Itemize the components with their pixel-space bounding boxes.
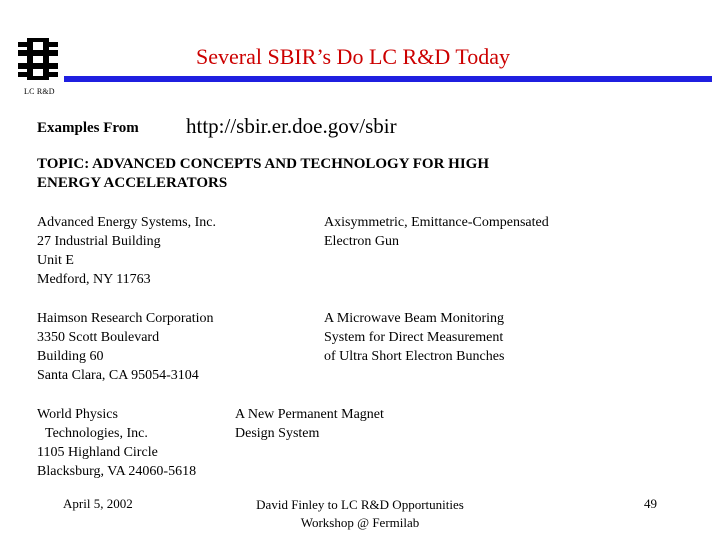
- address-line: Advanced Energy Systems, Inc.: [37, 215, 216, 230]
- address-line: Technologies, Inc.: [45, 426, 148, 441]
- title-divider: [64, 76, 712, 82]
- project-line: A Microwave Beam Monitoring: [324, 311, 505, 326]
- address-line: Unit E: [37, 253, 74, 268]
- organization-address: [37, 405, 196, 481]
- page-number: 49: [644, 496, 657, 511]
- address-line: Santa Clara, CA 95054-3104: [37, 368, 199, 383]
- examples-url: http://sbir.er.doe.gov/sbir: [186, 114, 397, 138]
- footer-line: David Finley to LC R&D Opportunities: [256, 497, 464, 512]
- address-line: World Physics: [37, 407, 118, 422]
- topic-heading: [37, 155, 597, 193]
- address-line: Medford, NY 11763: [37, 272, 151, 287]
- project-line: of Ultra Short Electron Bunches: [324, 349, 505, 364]
- address-line: Building 60: [37, 349, 104, 364]
- project-title: [235, 405, 384, 443]
- address-line: 27 Industrial Building: [37, 234, 161, 249]
- footer-line: Workshop @ Fermilab: [300, 515, 420, 530]
- footer-presenter: [230, 496, 490, 532]
- address-line: 1105 Highland Circle: [37, 445, 158, 460]
- project-line: System for Direct Measurement: [324, 330, 504, 345]
- organization-address: [37, 213, 216, 289]
- fermilab-logo-icon: [16, 36, 60, 82]
- project-line: Axisymmetric, Emittance-Compensated: [324, 215, 549, 230]
- project-title: [324, 213, 549, 251]
- address-line: Blacksburg, VA 24060-5618: [37, 464, 197, 479]
- project-line: Design System: [235, 426, 320, 441]
- address-line: 3350 Scott Boulevard: [37, 330, 160, 345]
- logo-caption: LC R&D: [24, 87, 55, 96]
- examples-label: Examples From: [37, 120, 139, 136]
- footer-date: April 5, 2002: [63, 496, 133, 511]
- project-line: Electron Gun: [324, 234, 400, 249]
- project-title: [324, 309, 504, 366]
- project-line: A New Permanent Magnet: [235, 407, 384, 422]
- address-line: Haimson Research Corporation: [37, 311, 214, 326]
- topic-line: ENERGY ACCELERATORS: [37, 175, 228, 191]
- topic-line: TOPIC: ADVANCED CONCEPTS AND TECHNOLOGY FOR HIGH: [37, 156, 490, 172]
- slide-title: Several SBIR’s Do LC R&D Today: [196, 44, 510, 69]
- organization-address: [37, 309, 214, 385]
